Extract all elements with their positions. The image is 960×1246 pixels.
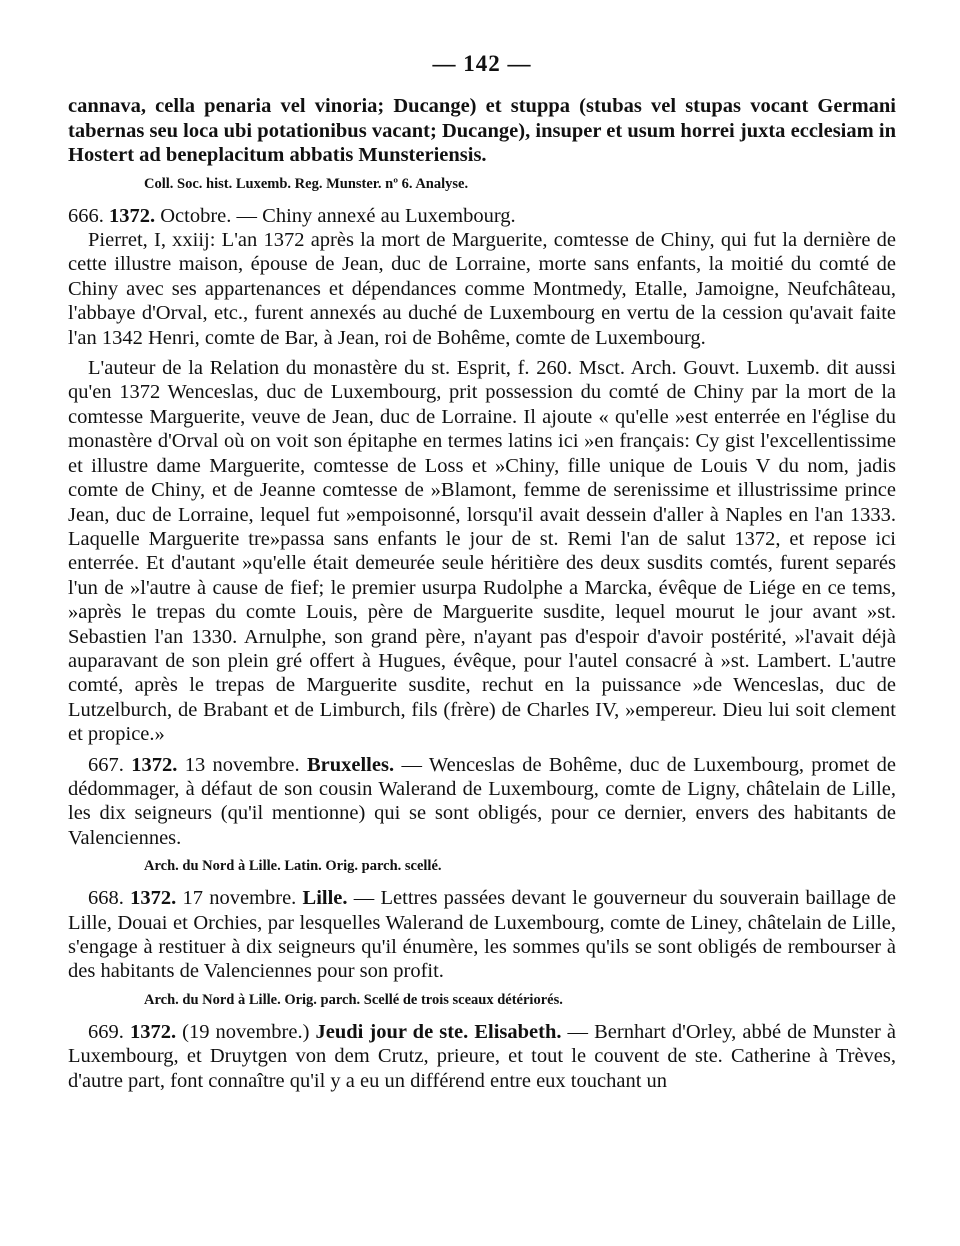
entry-666-number: 666.	[68, 204, 104, 227]
entry-666-year: 1372.	[109, 204, 156, 227]
entry-667-text: — Wenceslas de Bohême, duc de Luxembourg, promet de dédommager, à défaut de son cousin Walerand de Luxembourg, comte de Ligny, châtelain de Lille, les dix seigneurs (qu'il mentionne) qui se sont obligés, pour ce dernier, envers des habitants de Valenciennes.	[68, 753, 897, 849]
entry-667-number: 667.	[88, 753, 124, 776]
entry-667-year: 1372.	[131, 753, 178, 776]
entry-669-number: 669.	[88, 1020, 124, 1043]
intro-paragraph: cannava, cella penaria vel vinoria; Ducange) et stuppa (stubas vel stupas vocant Germani tabernas seu loca ubi potationibus vacant; Ducange), insuper et usum horrei juxta ecclesiam in Hostert ad beneplacitum abbatis Munsteriensis.	[68, 95, 896, 167]
entry-666-heading	[68, 204, 896, 228]
intro-source-note: Coll. Soc. hist. Luxemb. Reg. Munster. nº 6. Analyse.	[144, 175, 469, 192]
entry-669-date: (19 novembre.)	[182, 1020, 310, 1043]
entry-668-place: Lille.	[302, 887, 348, 910]
entry-669-year: 1372.	[129, 1020, 177, 1043]
entry-668-source-note: Arch. du Nord à Lille. Orig. parch. Scellé de trois sceaux détériorés.	[144, 991, 563, 1008]
entry-668-number: 668.	[88, 887, 124, 910]
entry-669-text: — Bernhart d'Orley, abbé de Munster à Luxembourg, et Druytgen von dem Crutz, prieure, et tout le couvent de ste. Catherine à Trèves, d'autre part, font connaître qu'il y a eu un différend entre eux touchant un	[68, 1020, 896, 1092]
entry-667-paragraph	[68, 753, 896, 851]
entry-668-paragraph	[68, 886, 896, 984]
entry-667-place: Bruxelles.	[306, 753, 395, 776]
entry-669-paragraph	[68, 1020, 896, 1093]
entry-666-paragraph-2: L'auteur de la Relation du monastère du st. Esprit, f. 260. Msct. Arch. Gouvt. Luxemb. dit aussi qu'en 1372 Wenceslas, duc de Luxembourg, prit possession du comté de Chiny par la mort de la comtesse Marguerite, veuve de Jean, duc de Lorraine. Il ajoute « qu'elle »est enterrée en l'église du monastère d'Orval où on voit son épitaphe en termes latins ici »en français: Cy gist l'excellentissime et illustre dame Marguerite, comtesse de Loss et »Chiny, fille unique de Louis V du nom, jadis comte de Chiny, et de Jeanne comtesse de »Blamont, femme de serenissime et illustrissime prince Jean, duc de Lorraine, lequel fut »empoisonné, lorsqu'il avait dessein d'aller à Naples en l'an 1333. Laquelle Marguerite tre»passa sans enfants le jour de st. Remi l'an de salut 1372, et repose ici enterrée. Et d'autant »qu'elle était demeurée seule héritière des deux susdits comtés, furent separés l'un de »l'autre à cause de fief; le premier usurpa Rudolphe a Marcka, évêque de Liége en ce tems, »après le trepas du comte Louis, père de Marguerite susdite, lequel mourut le jour avant »st. Sebastien l'an 1330. Arnulphe, son grand père, n'ayant pas d'espoir d'avoir postérité, »l'avait déjà auparavant de son plein gré offert à Hugues, évêque, pour l'autel consacré à »st. Lambert. L'autre comté, après le trepas de Marguerite susdite, rechut en la puissance »de Wenceslas, duc de Lutzelburch, de Brabant et de Limburch, fils (frère) de Charles IV, »empereur. Dieu lui soit clement et propice.»	[68, 357, 896, 746]
entry-669-place: Jeudi jour de ste. Elisabeth.	[315, 1020, 562, 1043]
entry-668-year: 1372.	[130, 887, 177, 910]
page-number: — 142 —	[432, 51, 532, 76]
entry-667-source-note: Arch. du Nord à Lille. Latin. Orig. parch. scellé.	[144, 858, 442, 875]
entry-668-text: — Lettres passées devant le gouverneur du souverain baillage de Lille, Douai et Orchies, par lesquelles Walerand de Luxembourg, comte de Liney, châtelain de Lille, s'engage à restituer à dix seigneurs qu'il énumère, les sommes qu'ils se sont obligés de rembourser à des habitants de Valenciennes pour son profit.	[68, 887, 896, 983]
entry-668-date: 17 novembre.	[182, 887, 297, 910]
entry-666-paragraph-1: Pierret, I, xxiij: L'an 1372 après la mort de Marguerite, comtesse de Chiny, qui fut la dernière de cette illustre maison, épouse de Jean, duc de Lorraine, morte sans enfants, la moitié du comté de Chiny avec ses appartenances et dépendances comme Montmedy, Etalle, Jamoigne, Neufchâteau, l'abbaye d'Orval, etc., furent annexés au duché de Luxembourg en vertu de la cession qu'avait faite l'an 1342 Henri, comte de Bar, à Jean, roi de Bohême, comte de Luxembourg.	[68, 229, 896, 349]
entry-666-title: Octobre. — Chiny annexé au Luxembourg.	[160, 204, 516, 227]
entry-667-date: 13 novembre.	[184, 753, 300, 776]
